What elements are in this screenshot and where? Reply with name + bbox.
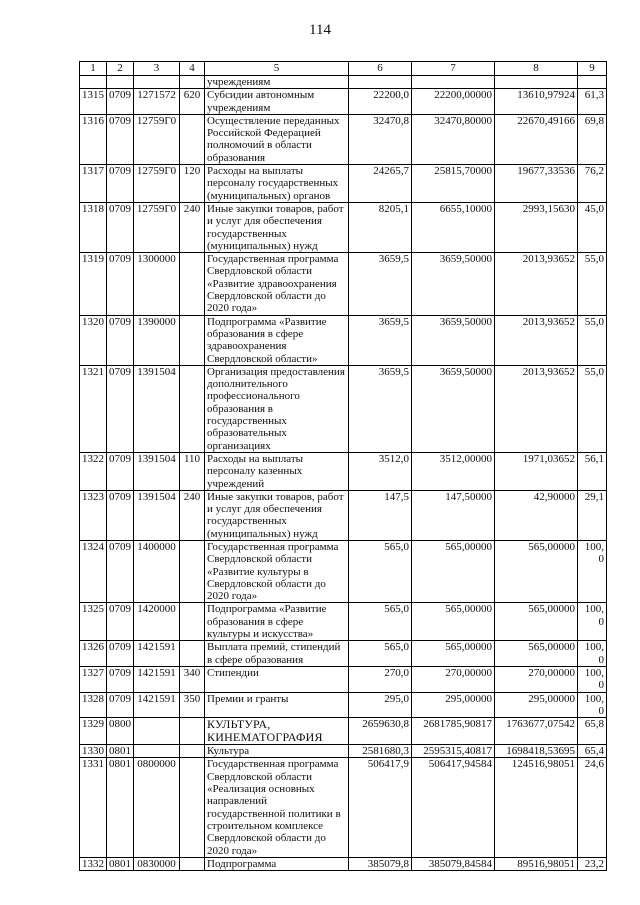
column-header: 6 [349, 62, 412, 76]
row-number: 1325 [80, 603, 107, 641]
row-name: Подпрограмма [205, 857, 349, 870]
table-row [80, 718, 607, 745]
row-col9: 29,1 [578, 490, 607, 540]
row-code: 1391504 [134, 490, 180, 540]
row-expense-type: 620 [180, 89, 205, 115]
row-number: 1331 [80, 758, 107, 857]
row-number: 1332 [80, 857, 107, 870]
column-header: 4 [180, 62, 205, 76]
row-name: Выплата премий, стипендий в сфере образования [205, 641, 349, 667]
row-col8: 19677,33536 [495, 165, 578, 203]
row-col9: 24,6 [578, 758, 607, 857]
row-code: 1391504 [134, 452, 180, 490]
row-col8: 565,00000 [495, 641, 578, 667]
row-col7: 3659,50000 [412, 365, 495, 452]
table-row [80, 452, 607, 490]
row-code: 1421591 [134, 641, 180, 667]
row-name: Премии и гранты [205, 692, 349, 718]
row-section: 0709 [107, 114, 134, 164]
row-number: 1319 [80, 253, 107, 315]
row-expense-type [180, 365, 205, 452]
row-code [134, 745, 180, 758]
row-col6: 3659,5 [349, 365, 412, 452]
row-expense-type: 240 [180, 490, 205, 540]
row-section: 0709 [107, 666, 134, 692]
row-section: 0801 [107, 758, 134, 857]
row-col7: 147,50000 [412, 490, 495, 540]
row-code: 1421591 [134, 692, 180, 718]
row-col6: 2659630,8 [349, 718, 412, 745]
row-col9: 100,0 [578, 666, 607, 692]
row-col6: 565,0 [349, 603, 412, 641]
row-col7: 2681785,90817 [412, 718, 495, 745]
row-code: 12759Г0 [134, 114, 180, 164]
row-name: учреждениям [205, 76, 349, 89]
table-row [80, 540, 607, 602]
table-row [80, 253, 607, 315]
row-col6: 565,0 [349, 540, 412, 602]
row-col8: 1698418,53695 [495, 745, 578, 758]
table-row [80, 758, 607, 857]
row-col7: 22200,00000 [412, 89, 495, 115]
row-col9: 61,3 [578, 89, 607, 115]
row-col7: 295,00000 [412, 692, 495, 718]
row-section: 0709 [107, 540, 134, 602]
row-col9: 55,0 [578, 365, 607, 452]
row-expense-type [180, 758, 205, 857]
row-col9: 55,0 [578, 253, 607, 315]
row-section: 0709 [107, 452, 134, 490]
row-col8: 89516,98051 [495, 857, 578, 870]
row-code: 12759Г0 [134, 202, 180, 252]
row-col8: 124516,98051 [495, 758, 578, 857]
row-col9: 100,0 [578, 641, 607, 667]
row-col8: 2993,15630 [495, 202, 578, 252]
row-expense-type [180, 641, 205, 667]
row-code [134, 718, 180, 745]
row-col7: 565,00000 [412, 641, 495, 667]
row-expense-type: 240 [180, 202, 205, 252]
header-row [80, 62, 607, 76]
row-section: 0801 [107, 857, 134, 870]
row-col8: 13610,97924 [495, 89, 578, 115]
table-row [80, 76, 607, 89]
row-col6: 295,0 [349, 692, 412, 718]
row-expense-type: 120 [180, 165, 205, 203]
column-header: 3 [134, 62, 180, 76]
budget-table [79, 61, 607, 871]
table-row [80, 315, 607, 365]
row-number: 1326 [80, 641, 107, 667]
row-col7: 385079,84584 [412, 857, 495, 870]
column-header: 9 [578, 62, 607, 76]
row-col8: 2013,93652 [495, 315, 578, 365]
row-col7: 3659,50000 [412, 315, 495, 365]
row-name: Государственная программа Свердловской области «Развитие культуры в Свердловской области до 2020 года» [205, 540, 349, 602]
row-name: Иные закупки товаров, работ и услуг для обеспечения государственных (муниципальных) нужд [205, 202, 349, 252]
row-code: 1271572 [134, 89, 180, 115]
row-code: 1421591 [134, 666, 180, 692]
column-header: 2 [107, 62, 134, 76]
row-col6: 506417,9 [349, 758, 412, 857]
row-number: 1327 [80, 666, 107, 692]
row-col9: 65,8 [578, 718, 607, 745]
row-section: 0709 [107, 165, 134, 203]
row-section: 0709 [107, 692, 134, 718]
row-col6: 147,5 [349, 490, 412, 540]
table-row [80, 490, 607, 540]
row-col6: 270,0 [349, 666, 412, 692]
row-col8: 22670,49166 [495, 114, 578, 164]
row-code: 0800000 [134, 758, 180, 857]
row-col7: 565,00000 [412, 603, 495, 641]
row-col9: 100,0 [578, 540, 607, 602]
table-row [80, 666, 607, 692]
row-expense-type [180, 114, 205, 164]
row-section: 0801 [107, 745, 134, 758]
row-col6: 2581680,3 [349, 745, 412, 758]
row-code: 1390000 [134, 315, 180, 365]
row-code: 1300000 [134, 253, 180, 315]
row-col6: 8205,1 [349, 202, 412, 252]
row-name: Государственная программа Свердловской области «Развитие здравоохранения Свердловской области до 2020 года» [205, 253, 349, 315]
row-col9: 45,0 [578, 202, 607, 252]
row-section: 0709 [107, 253, 134, 315]
row-number: 1321 [80, 365, 107, 452]
row-col7: 6655,10000 [412, 202, 495, 252]
row-expense-type [180, 540, 205, 602]
row-col9: 100,0 [578, 692, 607, 718]
row-col6: 22200,0 [349, 89, 412, 115]
row-col6: 565,0 [349, 641, 412, 667]
row-name: Иные закупки товаров, работ и услуг для обеспечения государственных (муниципальных) нужд [205, 490, 349, 540]
row-col7: 565,00000 [412, 540, 495, 602]
row-expense-type [180, 603, 205, 641]
row-col7: 32470,80000 [412, 114, 495, 164]
row-number: 1317 [80, 165, 107, 203]
table-row [80, 745, 607, 758]
row-col7: 3659,50000 [412, 253, 495, 315]
row-name: Расходы на выплаты персоналу государственных (муниципальных) органов [205, 165, 349, 203]
row-number: 1316 [80, 114, 107, 164]
column-header: 1 [80, 62, 107, 76]
row-col7: 3512,00000 [412, 452, 495, 490]
table-row [80, 603, 607, 641]
row-expense-type: 110 [180, 452, 205, 490]
row-name: КУЛЬТУРА, КИНЕМАТОГРАФИЯ [205, 718, 349, 745]
row-col8: 1971,03652 [495, 452, 578, 490]
row-col8: 2013,93652 [495, 365, 578, 452]
table-row [80, 202, 607, 252]
row-name: Расходы на выплаты персоналу казенных учреждений [205, 452, 349, 490]
row-col7: 506417,94584 [412, 758, 495, 857]
row-code: 1420000 [134, 603, 180, 641]
row-number: 1328 [80, 692, 107, 718]
column-header: 5 [205, 62, 349, 76]
row-expense-type: 350 [180, 692, 205, 718]
table-row [80, 692, 607, 718]
row-section: 0709 [107, 202, 134, 252]
row-col9: 69,8 [578, 114, 607, 164]
row-expense-type [180, 718, 205, 745]
row-col9: 100,0 [578, 603, 607, 641]
row-name: Стипендии [205, 666, 349, 692]
row-col9: 76,2 [578, 165, 607, 203]
row-name: Подпрограмма «Развитие образования в сфере культуры и искусства» [205, 603, 349, 641]
table-row [80, 89, 607, 115]
row-col6: 24265,7 [349, 165, 412, 203]
row-col8: 295,00000 [495, 692, 578, 718]
row-section: 0709 [107, 641, 134, 667]
row-col8: 270,00000 [495, 666, 578, 692]
row-name: Государственная программа Свердловской области «Реализация основных направлений государственной политики в строительном комплексе Свердловской области до 2020 года» [205, 758, 349, 857]
row-name: Субсидии автономным учреждениям [205, 89, 349, 115]
row-number: 1320 [80, 315, 107, 365]
row-code: 1400000 [134, 540, 180, 602]
row-col7: 270,00000 [412, 666, 495, 692]
row-number: 1330 [80, 745, 107, 758]
row-expense-type [180, 315, 205, 365]
row-expense-type [180, 253, 205, 315]
table-row [80, 641, 607, 667]
row-col6: 32470,8 [349, 114, 412, 164]
column-header: 7 [412, 62, 495, 76]
row-col6: 3659,5 [349, 315, 412, 365]
row-number: 1322 [80, 452, 107, 490]
row-number: 1323 [80, 490, 107, 540]
row-code: 12759Г0 [134, 165, 180, 203]
row-name: Подпрограмма «Развитие образования в сфере здравоохранения Свердловской области» [205, 315, 349, 365]
row-col8: 565,00000 [495, 540, 578, 602]
row-section: 0709 [107, 603, 134, 641]
page-number: 114 [309, 22, 331, 38]
row-col6: 3512,0 [349, 452, 412, 490]
row-name: Культура [205, 745, 349, 758]
row-code: 1391504 [134, 365, 180, 452]
table-row [80, 114, 607, 164]
row-col7: 2595315,40817 [412, 745, 495, 758]
row-col8: 1763677,07542 [495, 718, 578, 745]
row-name: Осуществление переданных Российской Федерацией полномочий в области образования [205, 114, 349, 164]
row-expense-type: 340 [180, 666, 205, 692]
row-expense-type [180, 857, 205, 870]
row-section: 0709 [107, 490, 134, 540]
row-col9: 65,4 [578, 745, 607, 758]
row-name: Организация предоставления дополнительного профессионального образования в государственных образовательных организациях [205, 365, 349, 452]
row-section: 0800 [107, 718, 134, 745]
row-section: 0709 [107, 315, 134, 365]
row-col8: 42,90000 [495, 490, 578, 540]
row-number: 1329 [80, 718, 107, 745]
row-section: 0709 [107, 365, 134, 452]
column-header: 8 [495, 62, 578, 76]
row-col8: 2013,93652 [495, 253, 578, 315]
row-number: 1324 [80, 540, 107, 602]
row-col9: 23,2 [578, 857, 607, 870]
table-row [80, 857, 607, 870]
row-col8: 565,00000 [495, 603, 578, 641]
row-section: 0709 [107, 89, 134, 115]
row-number: 1318 [80, 202, 107, 252]
row-expense-type [180, 745, 205, 758]
row-col9: 56,1 [578, 452, 607, 490]
row-col6: 385079,8 [349, 857, 412, 870]
table-row [80, 365, 607, 452]
row-code: 0830000 [134, 857, 180, 870]
row-col9: 55,0 [578, 315, 607, 365]
row-col7: 25815,70000 [412, 165, 495, 203]
table-row [80, 165, 607, 203]
row-number: 1315 [80, 89, 107, 115]
row-col6: 3659,5 [349, 253, 412, 315]
